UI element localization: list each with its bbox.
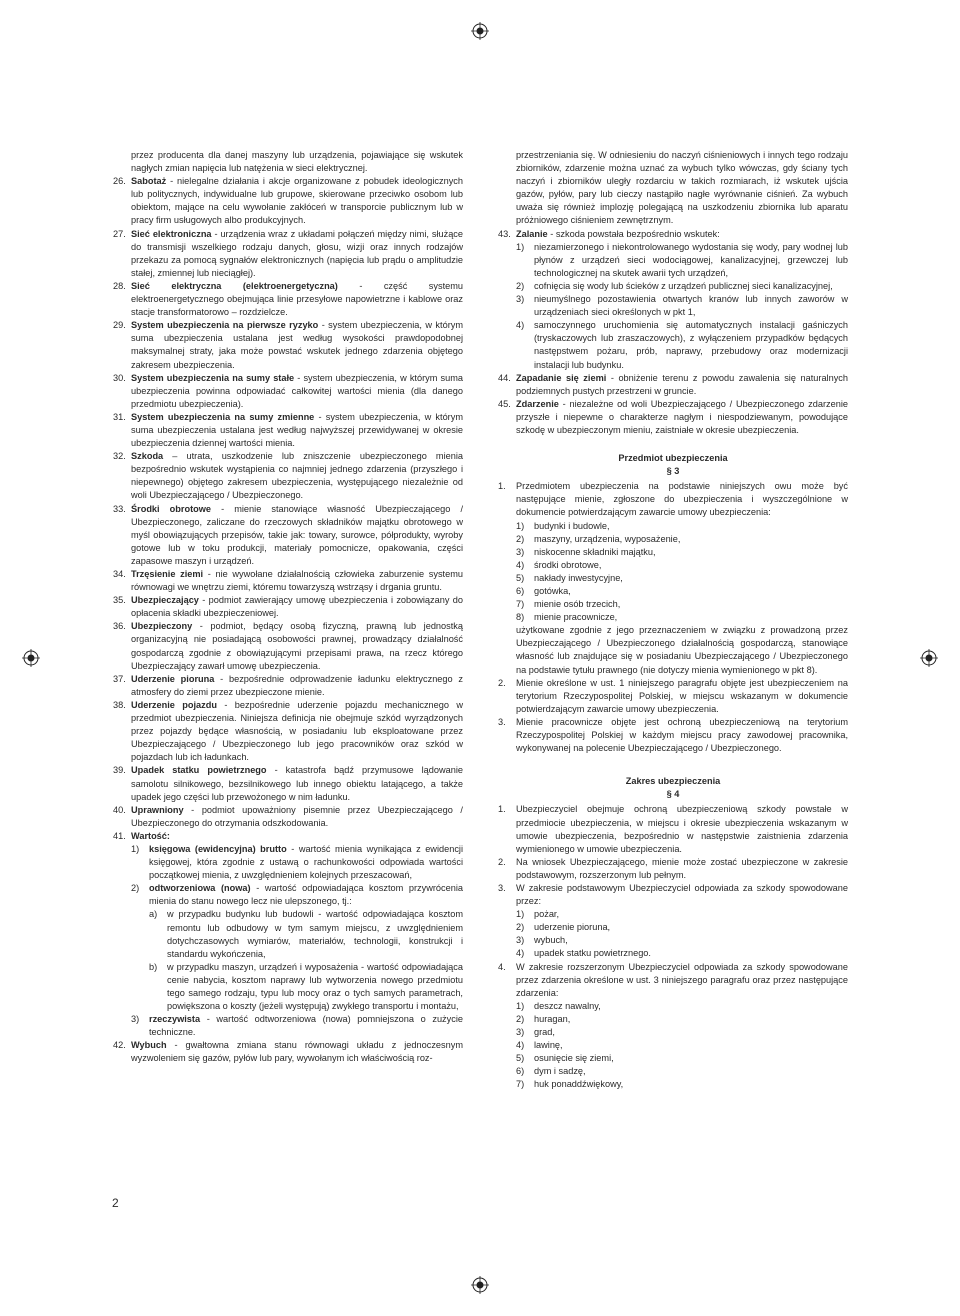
item-number: 45. bbox=[498, 398, 511, 409]
item-text: pożar, bbox=[534, 909, 560, 920]
item-term: Zalanie bbox=[516, 228, 548, 239]
item-text: w przypadku maszyn, urządzeń i wyposażenia - wartość odpowiadająca cenie nabycia, kosztom naprawy lub wytworzenia nowego przedmiotu tego samego rodzaju, typu lub mocy oraz o tych samych parametrach, powiększona o koszty (jeżeli występują) zwykłego transportu i montażu, bbox=[167, 961, 463, 1012]
item-text: - nielegalne działania i akcje organizowane z pobudek ideologicznych lub politycznych, indywidualne lub grupowe, skierowane przeciwko osobom lub obiektom, mające na celu wywołanie zakłóceń w transporcie publicznym lub w pracy firm usługowych albo produkcyjnych. bbox=[131, 176, 463, 226]
definition-item bbox=[113, 175, 463, 227]
item-number: 1) bbox=[516, 520, 525, 531]
item-text: budynki i budowle, bbox=[534, 520, 610, 531]
s4-p4-list-item bbox=[498, 1052, 848, 1065]
item-text: mienie pracownicze, bbox=[534, 612, 618, 623]
s3-list-item bbox=[498, 572, 848, 585]
item-number: 4) bbox=[516, 948, 525, 959]
item-text: - nie wywołane działalnością człowieka zaburzenie systemu równowagi we wnętrzu ziemi, któremu towarzyszą wstrząsy i drgania gruntu. bbox=[131, 569, 463, 593]
item-number: 44. bbox=[498, 372, 511, 383]
s3-point-1 bbox=[498, 480, 848, 519]
item-text: lawinę, bbox=[534, 1040, 563, 1051]
s3-point-1-continuation: użytkowane zgodnie z jego przeznaczeniem w związku z prowadzoną przez Ubezpieczającego / Ubezpieczonego działalnością gospodarczą, stanowiące własność lub znajdujące się w posiadaniu Ubezpieczającego / Ubezpieczonego na podstawie tytułu prawnego (nie dotyczy mienia wymienionego w pkt 8). bbox=[516, 625, 848, 675]
registration-mark-icon bbox=[22, 649, 40, 667]
item-text: deszcz nawalny, bbox=[534, 1000, 601, 1011]
item-number: 6) bbox=[516, 586, 525, 596]
item-text: - mienie stanowiące własność Ubezpieczającego / Ubezpieczonego, zaliczane do rzeczowych składników majątku obrotowego w myśl obowiązujących przepisów, takie jak: towary, surowce, półprodukty, wyroby gotowe lub w toku produkcji, materiały pomocnicze, opakowania, części zapasowe maszyn i urządzeń. bbox=[131, 503, 463, 566]
item-term: System ubezpieczenia na pierwsze ryzyko bbox=[131, 320, 319, 331]
point-number: 2. bbox=[498, 677, 506, 688]
item-text: - podmiot zawierający umowę ubezpieczenia i zobowiązany do opłacenia składki ubezpieczeniowej. bbox=[131, 595, 463, 619]
s4-p3-list-item bbox=[498, 921, 848, 934]
item-term: Wartość: bbox=[131, 830, 170, 841]
right-column bbox=[498, 149, 848, 1091]
item-text: - podmiot, będący osobą fizyczną, prawną lub jednostką organizacyjną nie posiadającą osobowości prawnej, prowadzący działalność gospodarczą zgodnie z obowiązującymi przepisami prawa, na rzecz którego Ubezpieczający zawarł umowę ubezpieczenia. bbox=[131, 621, 463, 671]
item-text: - wartość odpowiadająca kosztom przywrócenia mienia do stanu nowego lecz nie ulepszonego, tj.: bbox=[149, 883, 463, 907]
section-4-title: Zakres ubezpieczenia bbox=[625, 776, 721, 787]
definition-item bbox=[113, 372, 463, 411]
item-text: - katastrofa bądź przymusowe lądowanie samolotu silnikowego, bezsilnikowego lub innego obiektu latającego, a także upadek jego części lub przewożonego w nim ładunku. bbox=[131, 765, 464, 802]
item-term: System ubezpieczenia na sumy stałe bbox=[131, 372, 295, 383]
definition-item bbox=[113, 228, 463, 280]
item-number: 1) bbox=[516, 1000, 525, 1011]
item-number: 2) bbox=[516, 922, 525, 933]
item-term: Uderzenie pioruna bbox=[131, 673, 215, 684]
item-text: – utrata, uszkodzenie lub zniszczenie ubezpieczonego mienia bezpośrednio wskutek wystąpienia co najmniej jednego zdarzenia (przyszłego i niepewnego) objętego zakresem ubezpieczenia, występującego niezależnie od woli Ubezpieczającego / Ubezpieczonego. bbox=[131, 451, 463, 501]
item-text: - system ubezpieczenia, w którym suma ubezpieczenia ustalana jest według najwyższej przewidywanej w okresie ubezpieczenia dziennej wartości mienia. bbox=[131, 411, 463, 449]
item-text: samoczynnego uruchomienia się automatycznych instalacji gaśniczych (tryskaczowych lub zraszaczowych), z wyłączeniem przypadków będących następstwem pożaru, prób, naprawy, przebudowy oraz modernizacji instalacji lub budynku. bbox=[534, 320, 848, 370]
item-number: 43. bbox=[498, 228, 511, 239]
definition-item bbox=[113, 594, 463, 620]
item-number: 5) bbox=[516, 1053, 525, 1064]
item-text: huk ponaddźwiękowy, bbox=[534, 1079, 624, 1090]
item-term: Upadek statku powietrznego bbox=[131, 765, 267, 776]
item-text: cofnięcia się wody lub ścieków z urządzeń publicznej sieci kanalizacyjnej, bbox=[534, 280, 833, 291]
item-text: dym i sadzę, bbox=[534, 1066, 586, 1077]
item-text: środki obrotowe, bbox=[534, 559, 602, 570]
item-term: Ubezpieczający bbox=[131, 595, 199, 606]
section-4-paragraph-sign: § 4 bbox=[666, 789, 680, 800]
definition-41 bbox=[113, 830, 463, 843]
definition-41-subsub bbox=[113, 908, 463, 960]
s4-point-2 bbox=[498, 856, 848, 882]
s4-p3-list-item bbox=[498, 934, 848, 947]
definition-item bbox=[113, 411, 463, 450]
item-number: 7) bbox=[516, 1079, 525, 1090]
item-text: - system ubezpieczenia, w którym suma ubezpieczenia powinna odpowiadać całkowitej wartości mienia (dla danego przedmiotu ubezpieczenia). bbox=[131, 372, 463, 409]
item-number: 40. bbox=[113, 804, 126, 815]
item-number: 1) bbox=[516, 909, 525, 920]
definition-41-sub bbox=[113, 843, 463, 882]
s3-list-item bbox=[498, 546, 848, 559]
s3-list-item bbox=[498, 598, 848, 611]
item-number: 36. bbox=[113, 621, 126, 632]
point-number: 1. bbox=[498, 481, 506, 492]
item-text: mienie osób trzecich, bbox=[534, 599, 621, 610]
item-number: a) bbox=[149, 909, 158, 920]
definition-41-sub bbox=[113, 882, 463, 908]
item-number: 27. bbox=[113, 228, 126, 239]
s4-point-4 bbox=[498, 961, 848, 1000]
item-text: upadek statku powietrznego. bbox=[534, 948, 651, 959]
item-term: Uderzenie pojazdu bbox=[131, 699, 217, 710]
item-number: 7) bbox=[516, 599, 525, 610]
s3-list-item bbox=[498, 533, 848, 546]
item-number: 33. bbox=[113, 503, 126, 514]
s4-p4-list-item bbox=[498, 1039, 848, 1052]
right-intro: przestrzeniania się. W odniesieniu do naczyń ciśnieniowych i innych tego rodzaju zbiorników, zdarzenie można uznać za wybuch tylko wówczas, gdy ściany tych naczyń i zbiorników uległy rozdarciu w takich rozmiarach, iż wskutek ujścia gazów, pyłów, pary lub cieczy nastąpiło nagłe wyrównanie ciśnień. Za wybuch uważa się również implozję polegającą na uszkodzeniu zbiornika lub aparatu próżniowego ciśnieniem zewnętrznym. bbox=[516, 150, 848, 226]
item-number: 26. bbox=[113, 176, 126, 187]
item-text: grad, bbox=[534, 1027, 555, 1037]
item-text: nieumyślnego pozostawienia otwartych kranów lub innych zaworów w urządzeniach sieci określonych w pkt 1, bbox=[534, 294, 848, 318]
definition-44 bbox=[498, 372, 848, 398]
definition-item bbox=[113, 764, 463, 803]
definition-45 bbox=[498, 398, 848, 437]
item-text: - część systemu elektroenergetycznego obejmująca linie przesyłowe napowietrzne i kablowe oraz stacje transformatorowo – rozdzielcze. bbox=[131, 280, 463, 318]
item-number: 28. bbox=[113, 280, 126, 291]
item-number: 38. bbox=[113, 699, 126, 710]
item-term: Ubezpieczony bbox=[131, 621, 193, 632]
item-number: 37. bbox=[113, 673, 126, 684]
definition-item bbox=[113, 673, 463, 699]
item-number: 4) bbox=[516, 320, 525, 331]
item-text: - bezpośrednie odprowadzenie ładunku elektrycznego z atmosfery do ziemi przez ubezpieczone mienie. bbox=[131, 673, 463, 697]
definition-43-sub bbox=[498, 241, 848, 280]
section-3-paragraph-sign: § 3 bbox=[666, 466, 680, 477]
definition-41-sub-3 bbox=[113, 1013, 463, 1039]
point-text: W zakresie rozszerzonym Ubezpieczyciel odpowiada za szkody spowodowane przez zdarzenia określone w ust. 3 niniejszego paragrafu oraz przez następujące zdarzenia: bbox=[516, 961, 848, 998]
item-text: - wartość mienia wynikająca z ewidencji księgowej, która zgodnie z ustawą o rachunkowości odpowiada wartości początkowej mienia, z uwzględnieniem kolejnych przeszacowań, bbox=[149, 843, 463, 881]
s3-point-2 bbox=[498, 677, 848, 716]
item-number: 42. bbox=[113, 1040, 126, 1051]
definition-43-sub bbox=[498, 293, 848, 319]
item-number: 3) bbox=[516, 294, 525, 305]
point-number: 3. bbox=[498, 882, 506, 893]
item-text: huragan, bbox=[534, 1013, 571, 1024]
point-text: Przedmiotem ubezpieczenia na podstawie niniejszych owu może być następujące mienie, zgłoszone do ubezpieczenia i wyszczególnione w dokumencie potwierdzającym zawarcie umowy ubezpieczenia: bbox=[516, 481, 848, 518]
item-text: - bezpośrednie uderzenie pojazdu mechanicznego w przedmiot ubezpieczenia. Niniejsza definicja nie obejmuje szkód wyrządzonych przez pojazdy będące własnością, w posiadaniu lub eksploatowane przez Ubezpieczającego / Ubezpieczonego lub jego pracowników oraz szkód w pojazdach lub ich ładunkach. bbox=[131, 699, 463, 763]
definition-item bbox=[113, 620, 463, 672]
item-text: wybuch, bbox=[534, 935, 568, 946]
s4-p4-list-item bbox=[498, 1013, 848, 1026]
item-term: Szkoda bbox=[131, 451, 164, 462]
item-term: księgowa (ewidencyjna) brutto bbox=[149, 843, 287, 854]
item-term: System ubezpieczenia na sumy zmienne bbox=[131, 411, 315, 422]
item-text: w przypadku budynku lub budowli - wartość odpowiadająca kosztom remontu lub odbudowy w tym samym miejscu, z uwzględnieniem dotychczasowych wymiarów, materiałów, technologii, konstrukcji i standardu wykończenia, bbox=[167, 909, 463, 959]
item-term: Trzęsienie ziemi bbox=[131, 569, 204, 579]
s4-p3-list-item bbox=[498, 947, 848, 960]
page-number: 2 bbox=[112, 1196, 119, 1210]
item-number: 1) bbox=[516, 241, 525, 252]
definition-item bbox=[113, 568, 463, 594]
s3-point-3 bbox=[498, 716, 848, 755]
item-text: - urządzenia wraz z układami połączeń między nimi, służące do transmisji wszelkiego rodzaju danych, głosu, wizji oraz innych rodzajów przekazu za pomocą sygnałów elektronicznych (napięcia lub prądu o amplitudzie stałej, zmiennej lub nieciągłej). bbox=[131, 228, 464, 278]
point-text: Ubezpieczyciel obejmuje ochroną ubezpieczeniową szkody powstałe w przedmiocie ubezpieczenia, w miejscu i okresie ubezpieczenia wskazanym w umowie ubezpieczenia, bezpośrednio w następstwie zaistnienia zdarzenia wymienionego w umowie ubezpieczenia. bbox=[516, 804, 848, 854]
item-text: - gwałtowna zmiana stanu równowagi układu z jednoczesnym wyzwoleniem się gazów, pyłów lub pary, wywołanym ich właściwością roz- bbox=[131, 1040, 463, 1064]
section-3-title: Przedmiot ubezpieczenia bbox=[618, 453, 728, 464]
item-number: 4) bbox=[516, 559, 525, 570]
definition-41-subsub bbox=[113, 961, 463, 1013]
definition-item bbox=[113, 804, 463, 830]
registration-mark-icon bbox=[920, 649, 938, 667]
item-number: 2) bbox=[516, 533, 525, 544]
item-number: b) bbox=[149, 961, 158, 972]
sub-text: - wartość odtworzeniowa (nowa) pomniejszona o zużycie techniczne. bbox=[149, 1014, 463, 1038]
item-term: Uprawniony bbox=[131, 804, 184, 815]
s3-list-item bbox=[498, 520, 848, 533]
item-text: - niezależne od woli Ubezpieczającego / Ubezpieczonego zdarzenie przyszłe i niepewne o charakterze nagłym i niespodziewanym, powodujące szkodę w ubezpieczonym mieniu, zaistniałe w okresie ubezpieczenia. bbox=[516, 398, 848, 435]
s4-point-1 bbox=[498, 803, 848, 855]
registration-mark-icon bbox=[471, 1276, 489, 1294]
item-number: 29. bbox=[113, 320, 126, 331]
s4-p4-list-item bbox=[498, 1026, 848, 1039]
item-number: 8) bbox=[516, 612, 525, 623]
item-number: 39. bbox=[113, 765, 126, 776]
definition-43 bbox=[498, 228, 848, 241]
item-number: 3) bbox=[516, 1027, 525, 1037]
definition-43-sub bbox=[498, 280, 848, 293]
item-number: 41. bbox=[113, 830, 126, 841]
item-number: 1) bbox=[131, 843, 140, 854]
s4-point-3 bbox=[498, 882, 848, 908]
item-number: 3) bbox=[516, 935, 525, 946]
s4-p4-list-item bbox=[498, 1065, 848, 1078]
item-text: - szkoda powstała bezpośrednio wskutek: bbox=[547, 228, 720, 239]
s4-p3-list-item bbox=[498, 908, 848, 921]
point-number: 3. bbox=[498, 716, 506, 727]
item-text: niskocenne składniki majątku, bbox=[534, 546, 656, 557]
item-text: uderzenie pioruna, bbox=[534, 922, 611, 933]
item-term: odtworzeniowa (nowa) bbox=[149, 883, 251, 894]
item-number: 5) bbox=[516, 572, 525, 583]
item-number: 32. bbox=[113, 451, 126, 462]
left-column bbox=[113, 149, 463, 1066]
item-term: Sieć elektryczna (elektroenergetyczna) bbox=[131, 280, 338, 291]
item-number: 2) bbox=[131, 883, 140, 894]
item-number: 2) bbox=[516, 280, 525, 291]
point-text: W zakresie podstawowym Ubezpieczyciel odpowiada za szkody spowodowane przez: bbox=[516, 882, 848, 907]
item-number: 6) bbox=[516, 1066, 525, 1077]
definition-item bbox=[113, 319, 463, 371]
point-number: 1. bbox=[498, 804, 506, 815]
item-number: 2) bbox=[516, 1013, 525, 1024]
item-text: gotówka, bbox=[534, 586, 571, 596]
item-term: Zapadanie się ziemi bbox=[516, 372, 607, 383]
s4-p4-list-item bbox=[498, 1000, 848, 1013]
point-text: Na wniosek Ubezpieczającego, mienie może zostać ubezpieczone w zakresie podstawowym, rozszerzonym lub pełnym. bbox=[516, 856, 848, 880]
item-number: 34. bbox=[113, 569, 126, 579]
definition-item bbox=[113, 450, 463, 502]
item-number: 35. bbox=[113, 595, 126, 606]
item-term: Wybuch bbox=[131, 1040, 167, 1051]
point-text: Mienie określone w ust. 1 niniejszego paragrafu objęte jest ubezpieczeniem na terytorium Rzeczypospolitej Polskiej, w miejscu wskazanym w dokumencie potwierdzającym zawarcie umowy ubezpieczenia. bbox=[516, 677, 848, 714]
item-text: niezamierzonego i niekontrolowanego wydostania się wody, pary wodnej lub płynów z urządzeń sieci wodociągowej, kanalizacyjnej, grzewczej lub technologicznej na skutek awarii tych urządzeń, bbox=[534, 241, 848, 278]
s3-list-item bbox=[498, 559, 848, 572]
sub-term: rzeczywista bbox=[149, 1014, 201, 1025]
definition-item bbox=[113, 503, 463, 568]
item-text: maszyny, urządzenia, wyposażenie, bbox=[534, 533, 681, 544]
point-text: Mienie pracownicze objęte jest ochroną ubezpieczeniową na terytorium Rzeczypospolitej Polskiej w każdym miejscu pracy zawodowej pracownika, wykonywanej na polecenie Ubezpieczającego / Ubezpieczonego. bbox=[516, 716, 848, 754]
item-term: Sieć elektroniczna bbox=[131, 228, 212, 239]
registration-mark-icon bbox=[471, 22, 489, 40]
s3-list-item bbox=[498, 611, 848, 624]
s4-p4-list-item bbox=[498, 1078, 848, 1091]
sub-number: 3) bbox=[131, 1014, 140, 1025]
left-intro: przez producenta dla danej maszyny lub urządzenia, pojawiające się wskutek nagłych zmian napięcia lub natężenia w sieci elektrycznej. bbox=[131, 150, 463, 174]
item-number: 31. bbox=[113, 411, 126, 422]
item-term: Środki obrotowe bbox=[131, 503, 212, 514]
point-number: 2. bbox=[498, 856, 506, 867]
item-text: - system ubezpieczenia, w którym suma ubezpieczenia ustalana jest według wysokości prawdopodobnej maksymalnej straty, jaka może powstać wskutek jednego zdarzenia objętego zakresem ubezpieczenia. bbox=[131, 320, 463, 370]
item-term: Zdarzenie bbox=[516, 398, 559, 409]
point-number: 4. bbox=[498, 961, 506, 972]
s3-list-item bbox=[498, 585, 848, 598]
item-number: 30. bbox=[113, 372, 126, 383]
definition-item bbox=[113, 699, 463, 764]
item-term: Sabotaż bbox=[131, 176, 167, 187]
item-number: 4) bbox=[516, 1040, 525, 1051]
definition-43-sub bbox=[498, 319, 848, 371]
item-text: osunięcie się ziemi, bbox=[534, 1053, 614, 1064]
definition-42 bbox=[113, 1039, 463, 1065]
definition-item bbox=[113, 280, 463, 319]
item-text: nakłady inwestycyjne, bbox=[534, 572, 623, 583]
item-number: 3) bbox=[516, 546, 525, 557]
item-text: - obniżenie terenu z powodu zawalenia się naturalnych podziemnych pustych przestrzeni w gruncie. bbox=[516, 372, 849, 396]
item-text: - podmiot upoważniony pisemnie przez Ubezpieczającego / Ubezpieczonego do otrzymania odszkodowania. bbox=[131, 804, 463, 828]
